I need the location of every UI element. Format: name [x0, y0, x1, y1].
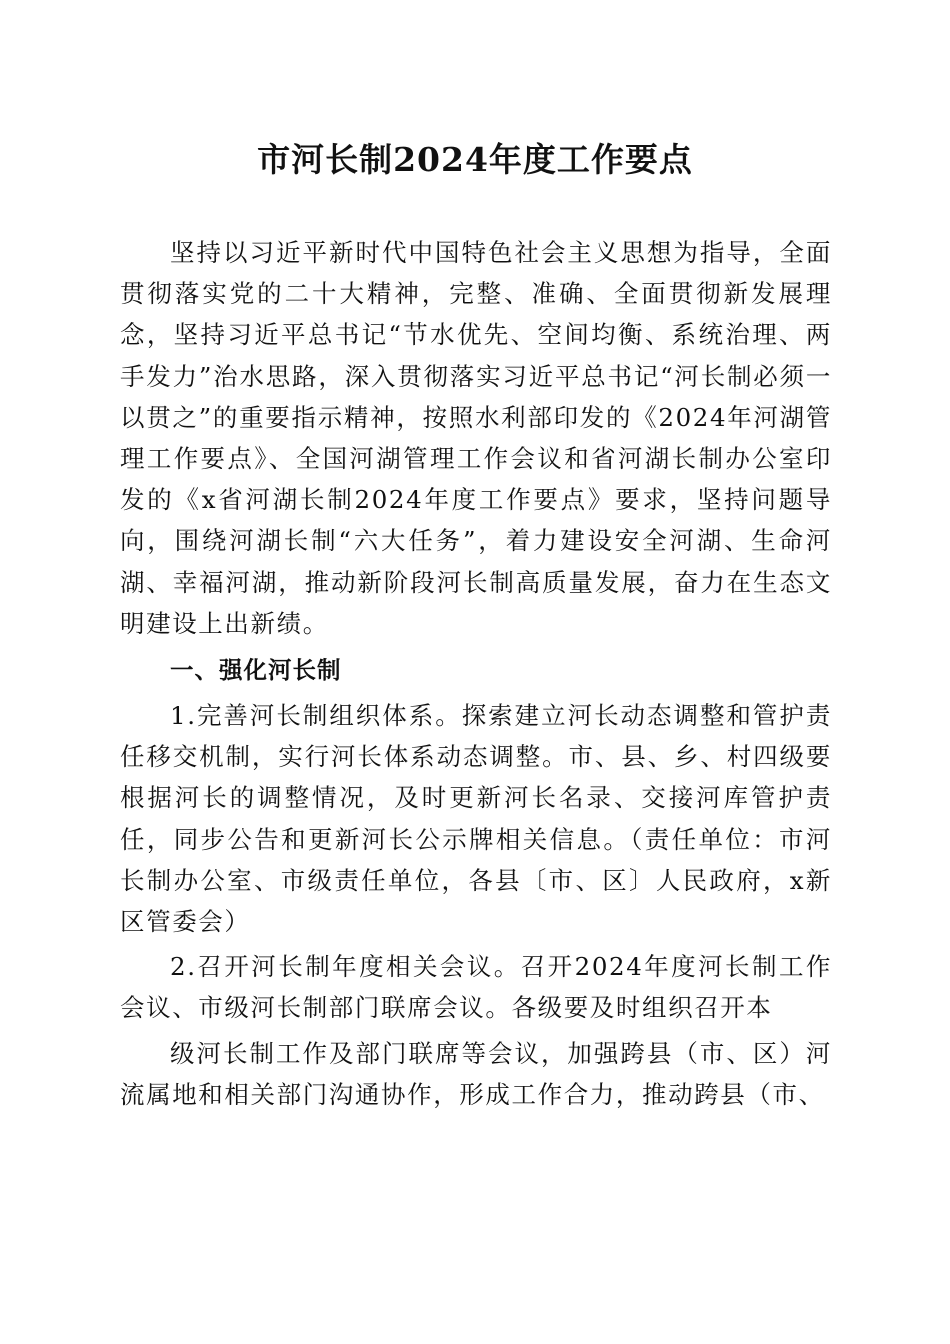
intro-paragraph: 坚持以习近平新时代中国特色社会主义思想为指导，全面贯彻落实党的二十大精神，完整、准确、全面贯彻新发展理念，坚持习近平总书记“节水优先、空间均衡、系统治理、两手发力”治水思路，深入贯彻落实习近平总书记“河长制必须一以贯之”的重要指示精神，按照水利部印发的《2024年河湖管理工作要点》、全国河湖管理工作会议和省河湖长制办公室印发的《x省河湖长制2024年度工作要点》要求，坚持问题导向，围绕河湖长制“六大任务”，着力建设安全河湖、生命河湖、幸福河湖，推动新阶段河长制高质量发展，奋力在生态文明建设上出新绩。 [120, 238, 832, 638]
section-heading: 一、强化河长制 [170, 656, 342, 685]
document-title: 市河长制2024年度工作要点 [257, 140, 693, 179]
list-item-continuation: 级河长制工作及部门联席等会议，加强跨县（市、区）河流属地和相关部门沟通协作，形成工作合力，推动跨县（市、 [120, 1038, 832, 1109]
document-body [120, 232, 832, 1115]
list-item: 2.召开河长制年度相关会议。召开2024年度河长制工作会议、市级河长制部门联席会议。各级要及时组织召开本 [120, 952, 832, 1023]
list-item: 1.完善河长制组织体系。探索建立河长动态调整和管护责任移交机制，实行河长体系动态调整。市、县、乡、村四级要根据河长的调整情况，及时更新河长名录、交接河库管护责任，同步公告和更新河长公示牌相关信息。（责任单位：市河长制办公室、市级责任单位，各县〔市、区〕人民政府，x新区管委会） [120, 701, 832, 937]
